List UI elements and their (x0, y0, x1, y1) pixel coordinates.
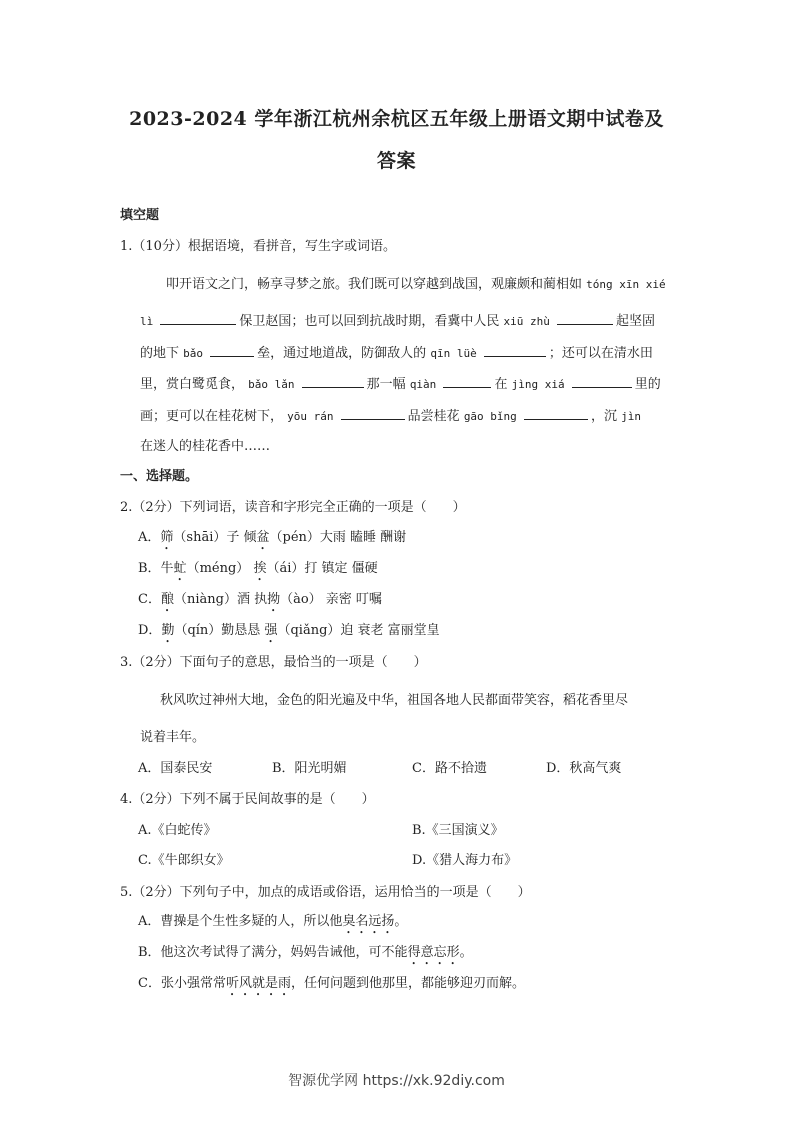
q1-text: 画；更可以在桂花树下， (140, 409, 284, 424)
dotted-idiom: 听风就是雨 (225, 976, 291, 991)
q1-line-4 (140, 374, 661, 394)
q1-text: 里的 (634, 377, 661, 392)
q2-stem: 2.（2分）下列词语，读音和字形完全正确的一项是（ ） (120, 500, 466, 515)
q5-option-b[interactable] (138, 944, 473, 968)
pinyin-hint: jìng xiá (511, 378, 565, 391)
pinyin-hint: bǎo (183, 347, 204, 360)
option-text: （niàng）酒 执 (173, 592, 268, 607)
answer-blank[interactable] (484, 343, 546, 357)
q1-text: 的地下 (140, 346, 180, 361)
q2-option-d[interactable] (138, 622, 440, 646)
q1-text: 那一幅 (366, 377, 406, 392)
dotted-char: 强 (264, 623, 278, 638)
option-text: （pén）大雨 瞌睡 酬谢 (269, 530, 407, 545)
footer-watermark: 智源优学网 https://xk.92diy.com (288, 1073, 505, 1089)
pinyin-hint: qīn lüè (430, 347, 477, 360)
option-text: C．张小强常常 (138, 976, 226, 991)
pinyin-hint: tóng xīn xié (586, 278, 666, 291)
q1-text: 垒，通过地道战，防御敌人的 (257, 346, 427, 361)
q1-line-5 (140, 406, 641, 426)
option-text: 。 (394, 914, 408, 929)
dotted-char: 拗 (267, 592, 281, 607)
section-heading-fill: 填空题 (120, 208, 160, 223)
option-text: （qín）勤恳恳 (174, 623, 265, 638)
q1-text: ；还可以在清水田 (548, 346, 653, 361)
q4-option-c[interactable]: C.《牛郎织女》 (138, 853, 230, 868)
q4-option-a[interactable]: A.《白蛇传》 (138, 823, 217, 838)
q3-option-a[interactable]: A．国泰民安 (138, 761, 213, 776)
answer-blank[interactable] (160, 311, 236, 325)
q3-option-c[interactable]: C．路不拾遗 (412, 761, 487, 776)
page-title-line1: 2023-2024 学年浙江杭州余杭区五年级上册语文期中试卷及 (129, 108, 664, 130)
pinyin-hint: xiū zhù (503, 315, 550, 328)
q1-text: 叩开语文之门，畅享寻梦之旅。我们既可以穿越到战国，观廉颇和蔺相如 (166, 277, 583, 292)
option-text: A．曹操是个生性多疑的人，所以他 (138, 914, 343, 929)
q1-line-2 (140, 311, 655, 331)
pinyin-hint: gāo bǐng (463, 410, 517, 423)
q3-passage-1: 秋风吹过神州大地，金色的阳光遍及中华，祖国各地人民都面带笑容，稻花香里尽 (160, 693, 629, 708)
q1-text: 里，赏白鹭觅食， (140, 377, 245, 392)
pinyin-hint: lì (140, 315, 154, 328)
q5-option-c[interactable] (138, 975, 525, 999)
dotted-char: 盆 (256, 530, 270, 545)
pinyin-hint: yōu rán (287, 410, 334, 423)
option-text: A． (138, 530, 161, 545)
pinyin-hint: bǎo lǎn (248, 378, 295, 391)
option-text: C． (138, 592, 161, 607)
option-text: B．他这次考试得了满分，妈妈告诫他，可不能 (138, 945, 408, 960)
dotted-char: 挨 (253, 561, 267, 576)
dotted-idiom: 得意忘形 (407, 945, 460, 960)
dotted-idiom: 臭名远扬 (342, 914, 395, 929)
answer-blank[interactable] (557, 311, 613, 325)
option-text: 。 (459, 945, 473, 960)
q1-stem: 1.（10分）根据语境，看拼音，写生字或词语。 (120, 239, 396, 254)
q1-text: 品尝桂花 (407, 409, 460, 424)
q4-option-d[interactable]: D.《猎人海力布》 (412, 853, 518, 868)
q2-option-b[interactable] (138, 560, 378, 584)
dotted-char: 酿 (160, 592, 174, 607)
answer-blank[interactable] (341, 406, 405, 420)
q1-line-1 (166, 276, 666, 294)
q3-stem: 3.（2分）下面句子的意思，最恰当的一项是（ ） (120, 655, 427, 670)
q1-text: ，沉 (590, 409, 617, 424)
q5-stem: 5.（2分）下列句子中，加点的成语或俗语，运用恰当的一项是（ ） (120, 885, 531, 900)
dotted-char: 虻 (173, 561, 187, 576)
pinyin-hint: jìn (621, 410, 641, 423)
q1-text: 保卫赵国；也可以回到抗战时期，看冀中人民 (239, 314, 500, 329)
answer-blank[interactable] (443, 374, 491, 388)
q3-passage-2: 说着丰年。 (140, 730, 206, 745)
option-text: （qiǎng）迫 衰老 富丽堂皇 (277, 623, 440, 638)
answer-blank[interactable] (524, 406, 588, 420)
q1-line-3 (140, 343, 653, 363)
option-text: （shāi）子 倾 (173, 530, 257, 545)
option-text: D． (138, 623, 162, 638)
q2-option-c[interactable] (138, 591, 382, 615)
dotted-char: 勤 (161, 623, 175, 638)
q3-option-b[interactable]: B．阳光明媚 (272, 761, 347, 776)
q1-text: 在 (494, 377, 508, 392)
section-heading-choice: 一、选择题。 (120, 469, 199, 484)
pinyin-hint: qiàn (409, 378, 437, 391)
answer-blank[interactable] (210, 343, 254, 357)
q4-option-b[interactable]: B.《三国演义》 (412, 823, 504, 838)
q3-option-d[interactable]: D．秋高气爽 (546, 761, 622, 776)
q2-option-a[interactable] (138, 529, 406, 553)
answer-blank[interactable] (572, 374, 632, 388)
page-title-line2: 答案 (376, 150, 416, 172)
q5-option-a[interactable] (138, 913, 407, 937)
q1-text: 起坚固 (616, 314, 656, 329)
q1-line-6: 在迷人的桂花香中…… (140, 439, 271, 454)
q4-stem: 4.（2分）下列不属于民间故事的是（ ） (120, 792, 375, 807)
option-text: （ào） 亲密 叮嘱 (280, 592, 382, 607)
answer-blank[interactable] (302, 374, 364, 388)
option-text: B．牛 (138, 561, 174, 576)
option-text: （méng） (186, 561, 254, 576)
dotted-char: 筛 (160, 530, 174, 545)
option-text: （ái）打 镇定 僵硬 (266, 561, 378, 576)
option-text: ，任何问题到他那里，都能够迎刃而解。 (290, 976, 525, 991)
